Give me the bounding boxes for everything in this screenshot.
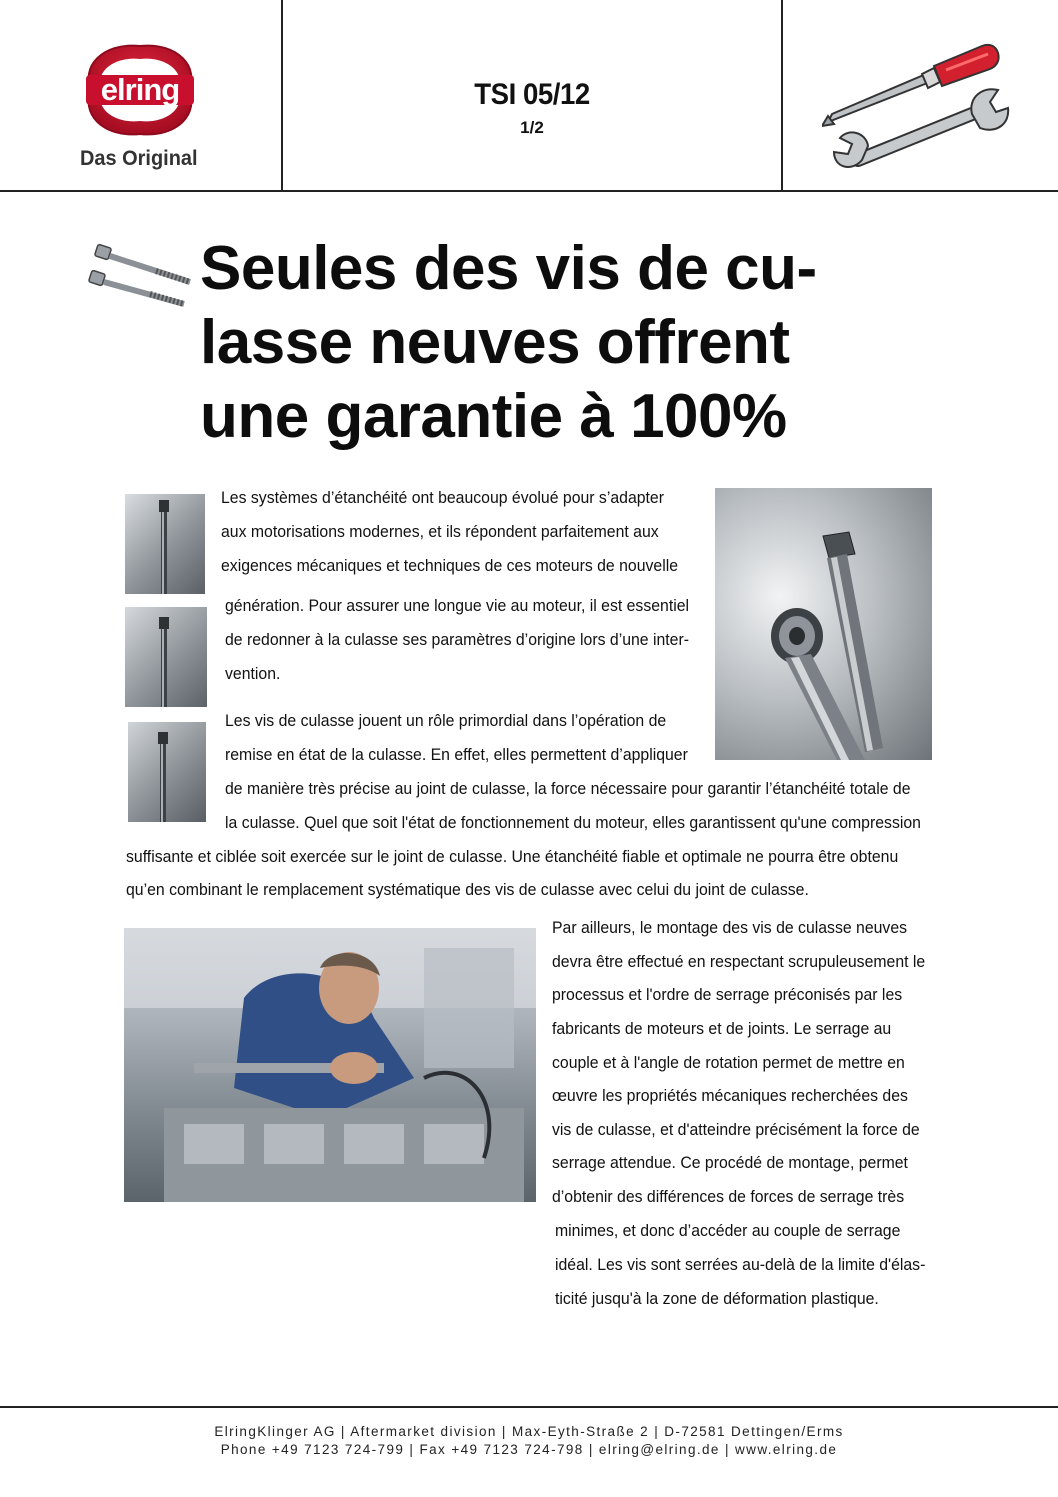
mechanic-engine-photo	[124, 928, 536, 1202]
p1-line-5: de redonner à la culasse ses paramètres d’origine lors d’une inter-	[225, 630, 690, 649]
header-bottom-rule	[0, 190, 1058, 192]
logo-tagline: Das Original	[80, 147, 198, 170]
bolt-photo-1	[125, 494, 205, 594]
p3-line-1: Par ailleurs, le montage des vis de culasse neuves	[552, 918, 908, 937]
p1-line-2: aux motorisations modernes, et ils répondent parfaitement aux	[221, 522, 659, 541]
logo-brand-text: elring	[100, 72, 180, 107]
title-line-3: une garantie à 100%	[200, 382, 787, 451]
header-divider-left	[281, 0, 283, 192]
page-title	[200, 232, 920, 454]
title-line-1: Seules des vis de cu-	[200, 234, 817, 303]
p1-line-1: Les systèmes d’étanchéité ont beaucoup évolué pour s’adapter	[221, 488, 664, 507]
p2-line-4: la culasse. Quel que soit l'état de fonctionnement du moteur, elles garantissent qu'une compression	[225, 813, 921, 832]
screws-icon	[86, 238, 196, 308]
p2-line-1: Les vis de culasse jouent un rôle primordial dans l’opération de	[225, 711, 667, 730]
footer-contact: Phone +49 7123 724-799 | Fax +49 7123 724-798 | elring@elring.de | www.elring.de	[220, 1442, 838, 1457]
p2-line-5: suffisante et ciblée soit exercée sur le joint de culasse. Une étanchéité fiable et optimale ne pourra être obtenu	[126, 847, 899, 866]
p2-line-2: remise en état de la culasse. En effet, elles permettent d’appliquer	[225, 745, 688, 764]
p3-line-9: d’obtenir des différences de forces de serrage très	[552, 1187, 905, 1206]
document-code: TSI 05/12	[474, 78, 590, 111]
p3-line-6: œuvre les propriétés mécaniques recherchées des	[552, 1086, 908, 1105]
p1-line-4: génération. Pour assurer une longue vie au moteur, il est essentiel	[225, 596, 690, 615]
screwdriver-wrench-icon	[822, 40, 1012, 175]
p3-line-5: couple et à l'angle de rotation permet de mettre en	[552, 1053, 905, 1072]
p3-line-8: serrage attendue. Ce procédé de montage, permet	[552, 1153, 908, 1172]
page-indicator: 1/2	[520, 118, 544, 137]
p3-line-11: idéal. Les vis sont serrées au-delà de la limite d'élas-	[555, 1255, 926, 1274]
header-divider-right	[781, 0, 783, 192]
bolt-photo-2	[125, 607, 207, 707]
p3-line-4: fabricants de moteurs et de joints. Le serrage au	[552, 1019, 892, 1038]
footer-address: ElringKlinger AG | Aftermarket division | Max-Eyth-Straße 2 | D-72581 Dettingen/Erms	[214, 1424, 844, 1439]
p3-line-7: vis de culasse, et d'atteindre précisément la force de	[552, 1120, 920, 1139]
p3-line-12: ticité jusqu'à la zone de déformation plastique.	[555, 1289, 879, 1308]
p3-line-3: processus et l'ordre de serrage préconisés par les	[552, 985, 903, 1004]
elring-logo	[72, 38, 208, 142]
p2-line-3: de manière très précise au joint de culasse, la force nécessaire pour garantir l’étanchéité totale de	[225, 779, 911, 798]
bolt-photo-3	[128, 722, 206, 822]
p3-line-10: minimes, et donc d’accéder au couple de serrage	[555, 1221, 901, 1240]
p1-line-6: vention.	[225, 664, 281, 683]
cylinder-head-bolts-photo	[715, 488, 932, 760]
footer-rule	[0, 1406, 1058, 1408]
p1-line-3: exigences mécaniques et techniques de ces moteurs de nouvelle	[221, 556, 679, 575]
p2-line-6: qu’en combinant le remplacement systématique des vis de culasse avec celui du joint de culasse.	[126, 880, 809, 899]
title-line-2: lasse neuves offrent	[200, 308, 790, 377]
p3-line-2: devra être effectué en respectant scrupuleusement le	[552, 952, 926, 971]
